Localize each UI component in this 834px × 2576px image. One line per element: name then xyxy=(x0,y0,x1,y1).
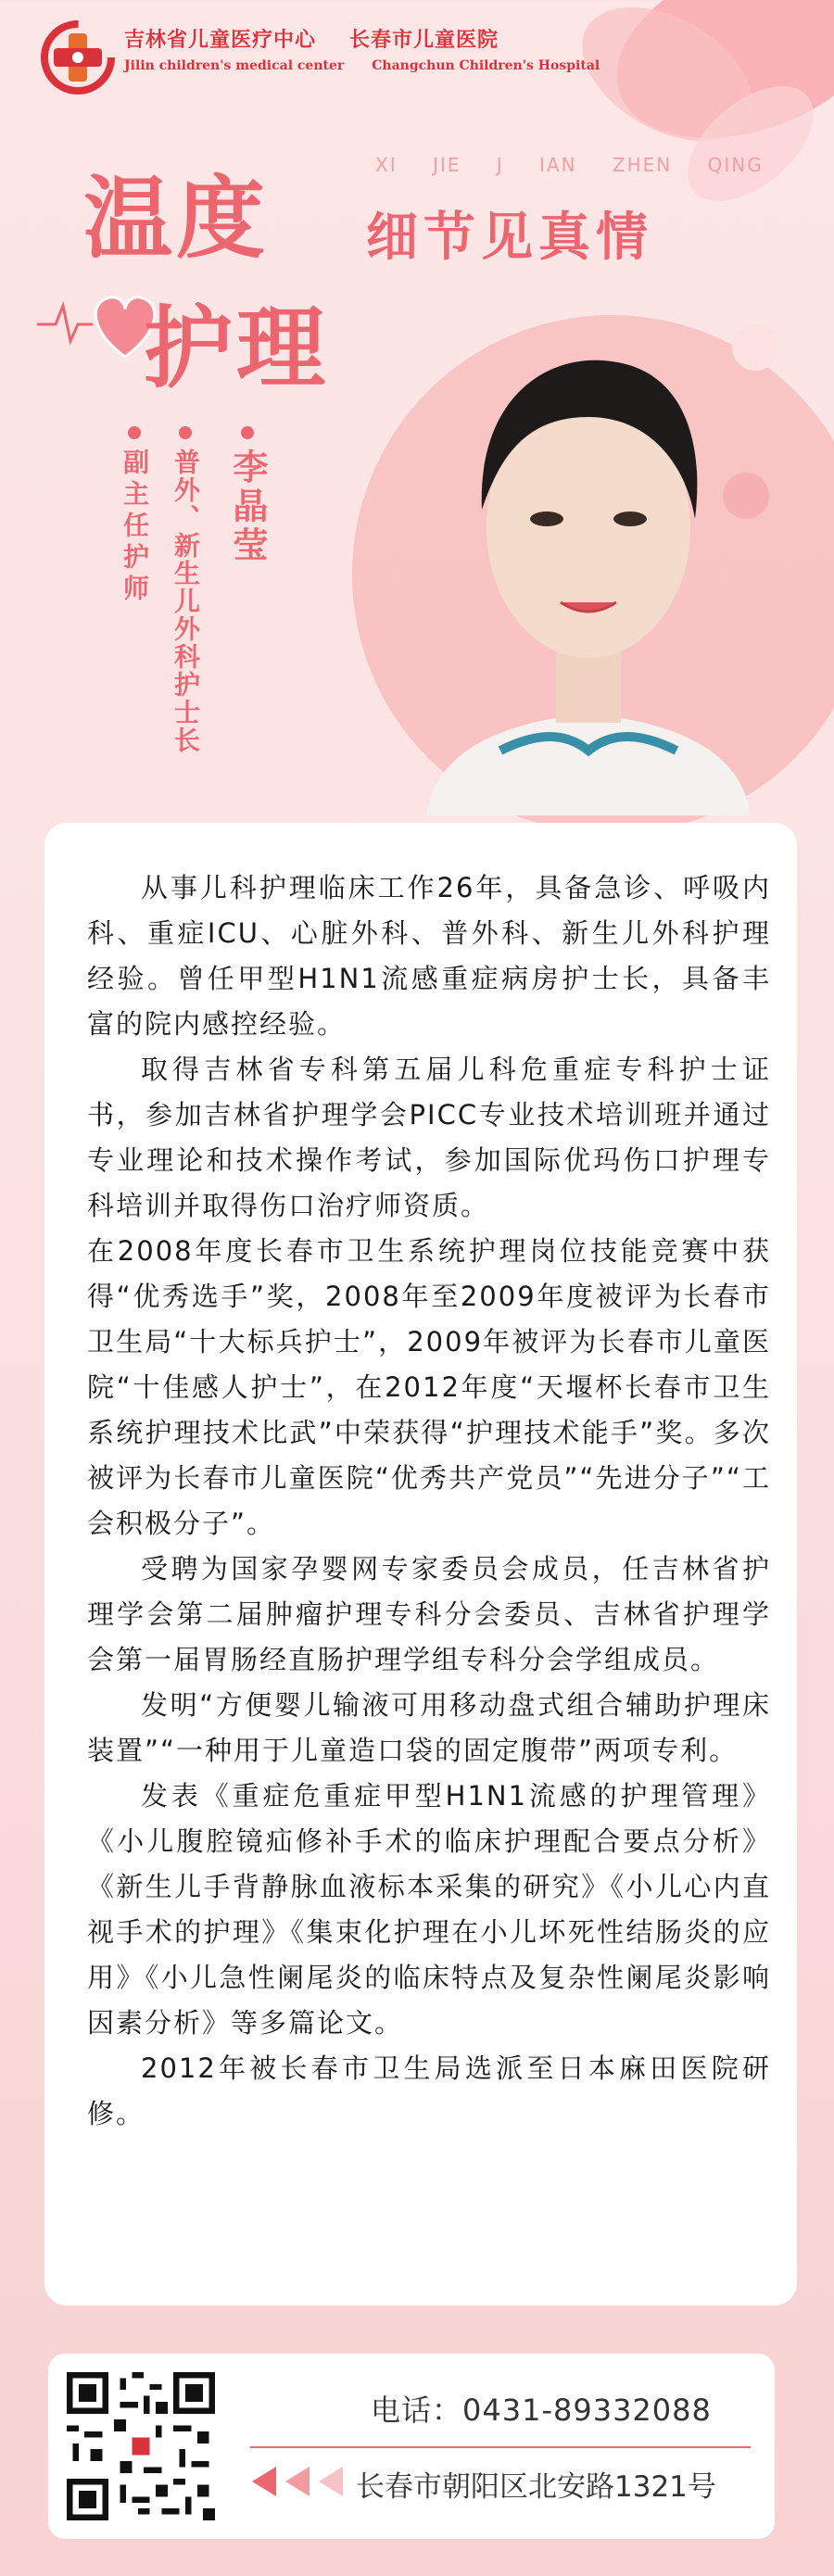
profile-rank-text: 副主任护师 xyxy=(120,448,150,606)
bio-paragraph: 受聘为国家孕婴网专家委员会成员，任吉林省护理学会第二届肿瘤护理专科分会委员、吉林省护理学会第一届胃肠经直肠护理学组专科分会学组成员。 xyxy=(87,1553,771,1675)
bullet-dot xyxy=(179,426,192,439)
hospital-logo-icon xyxy=(41,20,115,95)
bullet-dot xyxy=(128,426,141,439)
qr-code-icon[interactable] xyxy=(67,2372,215,2520)
hero-title-line1: 温度 xyxy=(83,167,269,271)
address-text: 长春市朝阳区北安路1321号 xyxy=(356,2470,716,2504)
org-cn-primary: 吉林省儿童医疗中心 xyxy=(124,28,317,52)
organization-name xyxy=(124,24,600,73)
profile-rank xyxy=(116,426,153,606)
bio-paragraph: 2012年被长春市卫生局选派至日本麻田医院研修。 xyxy=(87,2052,771,2129)
divider xyxy=(250,2446,751,2448)
bio-paragraph: 在2008年度长春市卫生系统护理岗位技能竞赛中获得“优秀选手”奖，2008年至2009年度被评为长春市卫生局“十大标兵护士”，2009年被评为长春市儿童医院“十佳感人护士”，在2012年度“天堰杯长春市卫生系统护理技术比武”中荣获得“护理技术能手”奖。多次被评为长春市儿童医院“优秀共产党员”“先进分子”“工会积极分子”。 xyxy=(87,1235,771,1539)
hero-pinyin: XI JIE J IAN ZHEN QING xyxy=(375,154,764,176)
hero-subtitle: 细节见真情 xyxy=(366,208,653,268)
profile-department-text: 普外、新生儿外科护士长 xyxy=(171,448,201,754)
bullet-dot xyxy=(241,426,254,439)
bio-paragraph: 发明“方便婴儿输液可用移动盘式组合辅助护理床装置”“一种用于儿童造口袋的固定腹带”两项专利。 xyxy=(87,1689,771,1766)
bio-paragraph: 取得吉林省专科第五届儿科危重症专科护士证书，参加吉林省护理学会PICC专业技术培训班并通过专业理论和技术操作考试，参加国际优玛伤口护理专科培训并取得伤口治疗师资质。 xyxy=(87,1054,771,1221)
nurse-portrait xyxy=(389,315,788,815)
bio-paragraph: 发表《重症危重症甲型H1N1流感的护理管理》《小儿腹腔镜疝修补手术的临床护理配合要点分析》《新生儿手背静脉血液标本采集的研究》《小儿心内直视手术的护理》《集束化护理在小儿坏死性结肠炎的应用》《小儿急性阑尾炎的临床特点及复杂性阑尾炎影响因素分析》等多篇论文。 xyxy=(87,1780,771,2039)
profile-name xyxy=(222,426,273,565)
contact-card xyxy=(48,2354,775,2539)
phone-number[interactable]: 电话：0431-89332088 xyxy=(371,2393,712,2428)
org-en-secondary: Changchun Children's Hospital xyxy=(372,58,600,73)
profile-department xyxy=(167,426,204,754)
profile-name-text: 李晶莹 xyxy=(227,448,268,565)
bio-paragraph: 从事儿科护理临床工作26年，具备急诊、呼吸内科、重症ICU、心脏外科、普外科、新生儿外科护理经验。曾任甲型H1N1流感重症病房护士长，具备丰富的院内感控经验。 xyxy=(87,872,771,1040)
org-en-primary: Jilin children's medical center xyxy=(124,58,345,73)
bio-text xyxy=(44,823,797,2137)
org-cn-secondary: 长春市儿童医院 xyxy=(349,28,499,52)
bio-card xyxy=(44,823,797,2305)
hero-title-line2: 护理 xyxy=(144,297,329,400)
left-arrows-icon xyxy=(245,2461,356,2502)
